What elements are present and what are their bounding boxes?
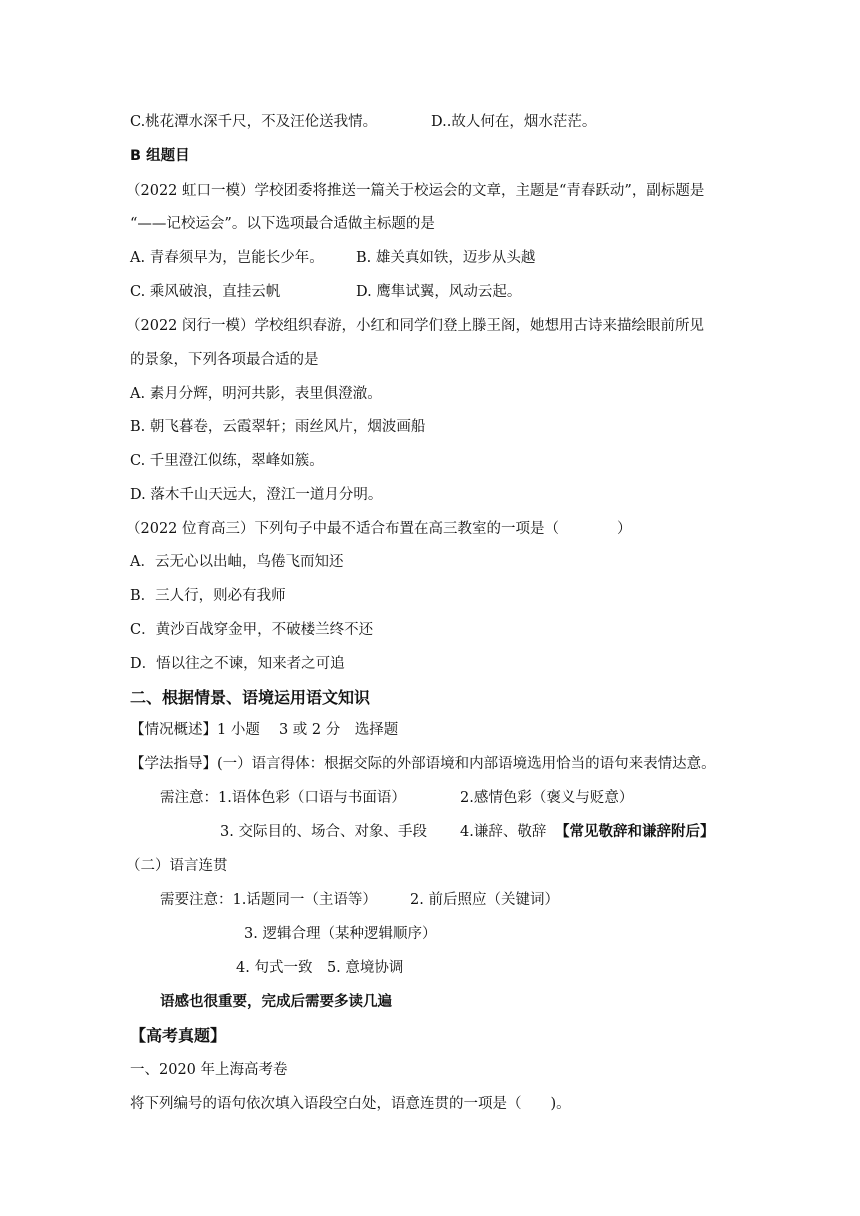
weiyu-option-c: C．黄沙百战穿金甲，不破楼兰终不还 xyxy=(130,622,374,638)
question-hongkou: （2022 虹口一模）学校团委将推送一篇关于校运会的文章，主题是“青春跃动”，副标题是 xyxy=(126,183,705,199)
hongkou-option-b: B. 雄关真如铁，迈步从头越 xyxy=(356,250,536,266)
weiyu-option-d: D．悟以往之不谏，知来者之可追 xyxy=(130,656,345,672)
note-syntax: 4. 句式一致 5. 意境协调 xyxy=(236,960,404,976)
minhang-option-a: A. 素月分辉，明河共影，表里俱澄澈。 xyxy=(130,386,382,402)
section-b-heading: B 组题目 xyxy=(130,148,190,164)
section-two-heading: 二、根据情景、语境运用语文知识 xyxy=(130,688,371,707)
overview-line: 【情况概述】1 小题 3 或 2 分 选择题 xyxy=(130,722,399,738)
exam-2020-shanghai: 一、2020 年上海高考卷 xyxy=(130,1062,288,1078)
note-topic: 需要注意：1.话题同一（主语等） xyxy=(160,892,377,908)
note-register: 需注意：1.语体色彩（口语与书面语） xyxy=(160,790,406,806)
minhang-option-c: C. 千里澄江似练，翠峰如簇。 xyxy=(130,453,324,469)
option-d: D..故人何在，烟水茫茫。 xyxy=(431,114,597,130)
option-c: C.桃花潭水深千尺，不及汪伦送我情。 xyxy=(130,114,378,130)
weiyu-option-b: B．三人行，则必有我师 xyxy=(130,588,286,604)
question-hongkou-cont: “——记校运会”。以下选项最合适做主标题的是 xyxy=(130,216,435,232)
question-weiyu: （2022 位育高三）下列句子中最不适合布置在高三教室的一项是（ ） xyxy=(126,521,632,537)
exam-questions-heading: 【高考真题】 xyxy=(130,1026,227,1045)
minhang-option-b: B. 朝飞暮卷，云霞翠轩；雨丝风片，烟波画船 xyxy=(130,419,426,435)
hongkou-option-c: C. 乘风破浪，直挂云帆 xyxy=(130,284,281,300)
question-minhang: （2022 闵行一模）学校组织春游，小红和同学们登上滕王阁，她想用古诗来描绘眼前所见 xyxy=(126,318,705,334)
question-minhang-cont: 的景象，下列各项最合适的是 xyxy=(130,352,319,368)
weiyu-option-a: A．云无心以出岫，鸟倦飞而知还 xyxy=(130,554,344,570)
note-honorifics: 4.谦辞、敬辞 xyxy=(460,824,547,840)
language-sense-note: 语感也很重要，完成后需要多读几遍 xyxy=(160,994,392,1010)
note-echo: 2. 前后照应（关键词） xyxy=(410,892,559,908)
option-c-line xyxy=(130,112,377,132)
note-appendix: 【常见敬辞和谦辞附后】 xyxy=(555,824,715,840)
hongkou-option-d: D. 鹰隼试翼，风动云起。 xyxy=(356,284,522,300)
method-guide-line: 【学法指导】(一）语言得体：根据交际的外部语境和内部语境选用恰当的语句来表情达意。 xyxy=(130,756,716,772)
coherence-heading: （二）语言连贯 xyxy=(126,858,228,874)
note-sentiment: 2.感情色彩（褒义与贬意） xyxy=(460,790,634,806)
hongkou-option-a: A. 青春须早为，岂能长少年。 xyxy=(130,250,324,266)
exam-instruction: 将下列编号的语句依次填入语段空白处，语意连贯的一项是（ )。 xyxy=(130,1096,571,1112)
note-logic: 3. 逻辑合理（某种逻辑顺序） xyxy=(244,926,437,942)
minhang-option-d: D. 落木千山天远大，澄江一道月分明。 xyxy=(130,487,383,503)
note-purpose: 3. 交际目的、场合、对象、手段 xyxy=(220,824,427,840)
option-d-line xyxy=(431,112,596,132)
